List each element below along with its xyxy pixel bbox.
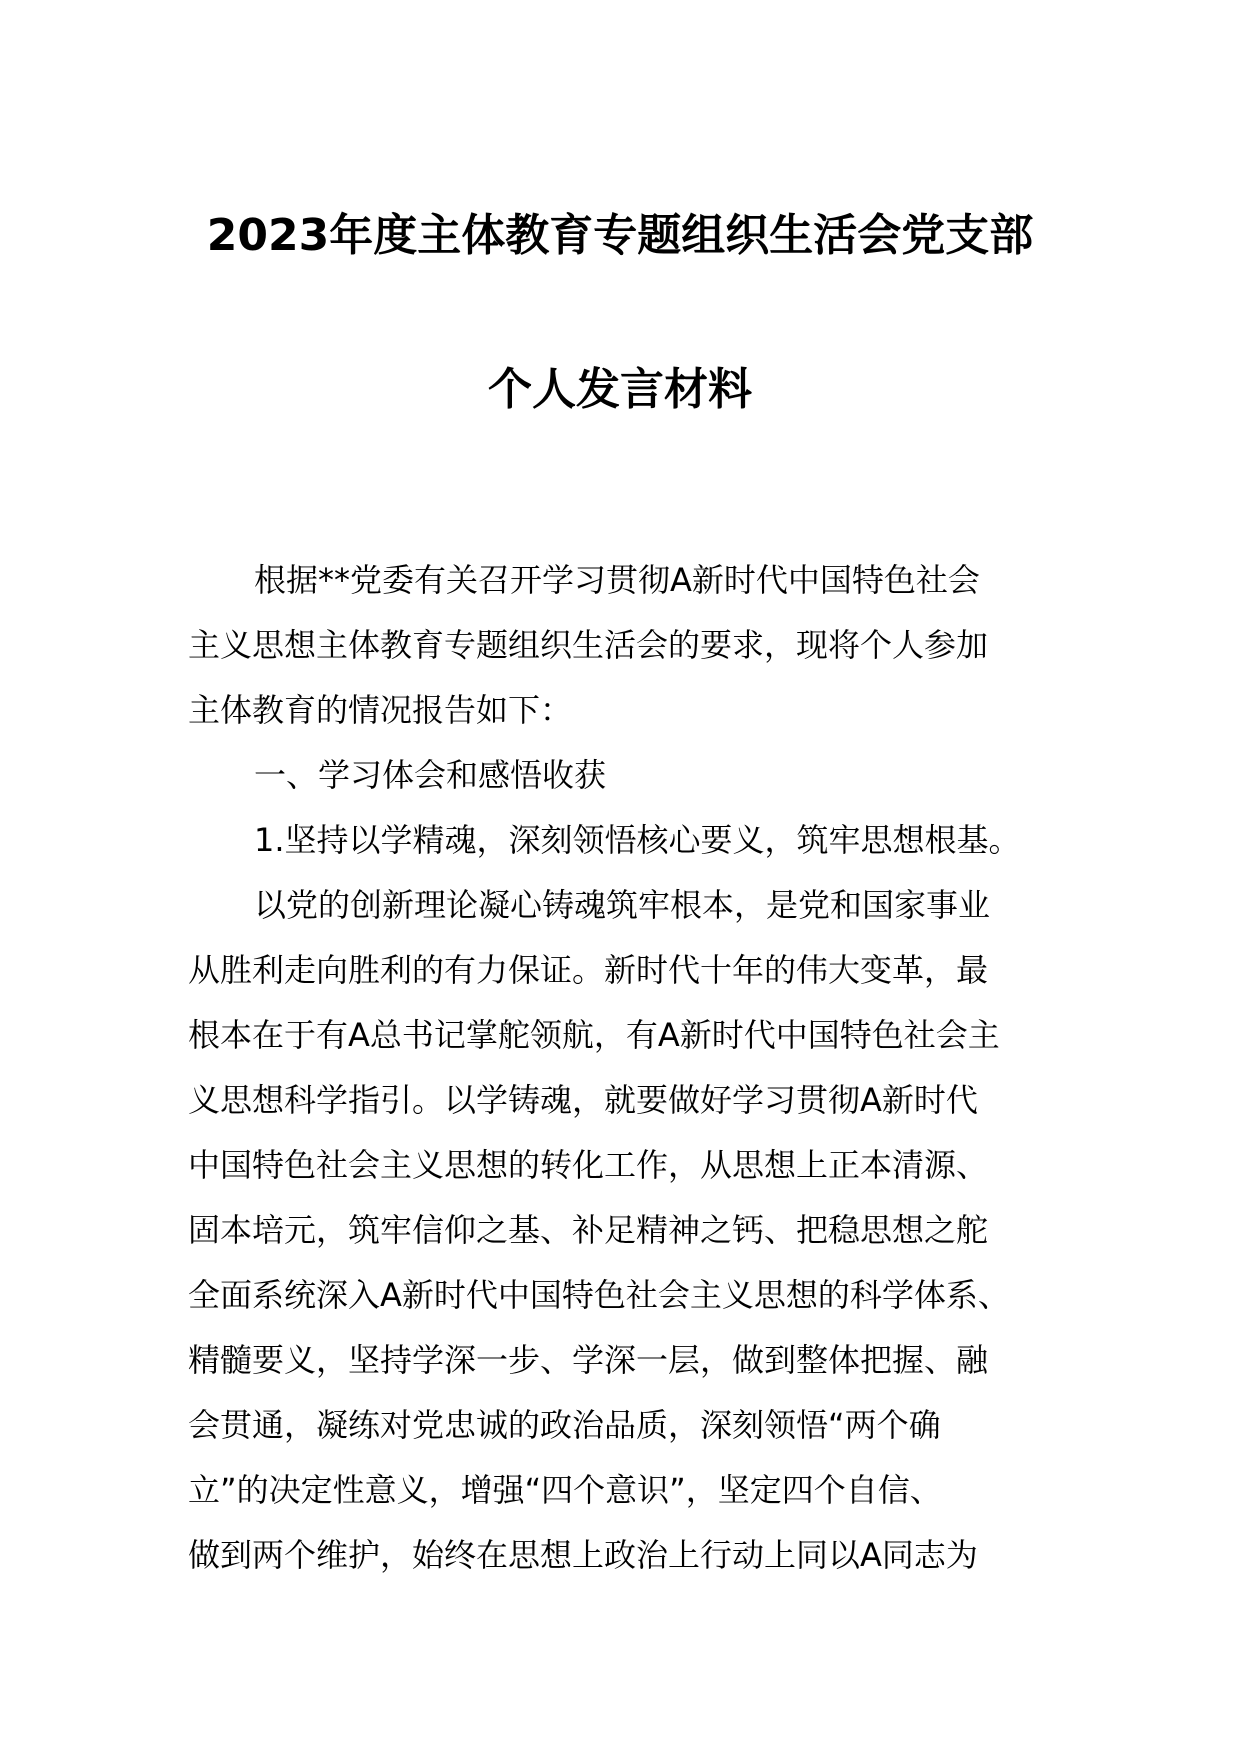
body-line: 根据**党委有关召开学习贯彻A新时代中国特色社会 xyxy=(254,561,980,599)
body-line: 义思想科学指引。以学铸魂，就要做好学习贯彻A新时代 xyxy=(188,1081,978,1119)
body-line: 全面系统深入A新时代中国特色社会主义思想的科学体系、 xyxy=(188,1276,1010,1314)
body-line: 从胜利走向胜利的有力保证。新时代十年的伟大变革，最 xyxy=(188,951,989,989)
body-line: 主义思想主体教育专题组织生活会的要求，现将个人参加 xyxy=(188,626,989,664)
body-line: 精髓要义，坚持学深一步、学深一层，做到整体把握、融 xyxy=(188,1341,989,1379)
subsection-heading: 1.坚持以学精魂，深刻领悟核心要义，筑牢思想根基。 xyxy=(254,821,1021,859)
document-body xyxy=(188,548,1058,1588)
body-line: 固本培元，筑牢信仰之基、补足精神之钙、把稳思想之舵 xyxy=(188,1211,989,1249)
document-title-line-2: 个人发言材料 xyxy=(488,364,752,415)
body-line: 做到两个维护，始终在思想上政治上行动上同以A同志为 xyxy=(188,1536,978,1574)
document-title-line-1: 2023年度主体教育专题组织生活会党支部 xyxy=(206,210,1034,261)
body-line: 主体教育的情况报告如下： xyxy=(188,691,573,729)
section-heading: 一、学习体会和感悟收获 xyxy=(254,756,607,794)
body-line: 根本在于有A总书记掌舵领航，有A新时代中国特色社会主 xyxy=(188,1016,1000,1054)
body-line: 立”的决定性意义，增强“四个意识”，坚定四个自信、 xyxy=(188,1471,942,1509)
body-line: 中国特色社会主义思想的转化工作，从思想上正本清源、 xyxy=(188,1146,989,1184)
body-line: 会贯通，凝练对党忠诚的政治品质，深刻领悟“两个确 xyxy=(188,1406,941,1444)
body-line: 以党的创新理论凝心铸魂筑牢根本，是党和国家事业 xyxy=(254,886,991,924)
